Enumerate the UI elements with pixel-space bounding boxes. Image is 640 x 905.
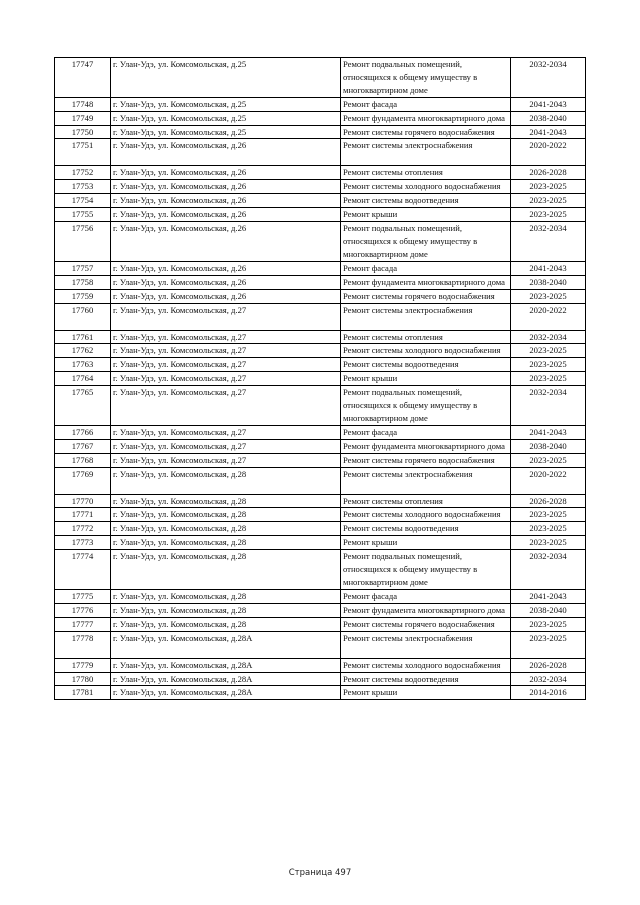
work-type-cell: Ремонт системы горячего водоснабжения: [341, 125, 511, 139]
address-cell: г. Улан-Удэ, ул. Комсомольская, д.26: [111, 222, 341, 262]
address-cell: г. Улан-Удэ, ул. Комсомольская, д.27: [111, 358, 341, 372]
row-number: 17764: [55, 372, 111, 386]
work-type-cell: Ремонт крыши: [341, 686, 511, 700]
period-cell: 2026-2028: [511, 166, 586, 180]
table-row: [55, 358, 586, 372]
table-row: [55, 603, 586, 617]
period-cell: 2038-2040: [511, 439, 586, 453]
table-row: [55, 303, 586, 330]
row-number: 17752: [55, 166, 111, 180]
period-cell: 2023-2025: [511, 536, 586, 550]
row-number: 17766: [55, 425, 111, 439]
period-cell: 2014-2016: [511, 686, 586, 700]
address-cell: г. Улан-Удэ, ул. Комсомольская, д.28А: [111, 672, 341, 686]
row-number: 17754: [55, 194, 111, 208]
address-cell: г. Улан-Удэ, ул. Комсомольская, д.25: [111, 111, 341, 125]
work-type-cell: Ремонт фундамента многоквартирного дома: [341, 603, 511, 617]
address-cell: г. Улан-Удэ, ул. Комсомольская, д.28: [111, 536, 341, 550]
work-type-cell: Ремонт системы холодного водоснабжения: [341, 658, 511, 672]
table-row: [55, 275, 586, 289]
period-cell: 2023-2025: [511, 522, 586, 536]
row-number: 17773: [55, 536, 111, 550]
table-row: [55, 631, 586, 658]
period-cell: 2041-2043: [511, 125, 586, 139]
period-cell: 2020-2022: [511, 139, 586, 166]
address-cell: г. Улан-Удэ, ул. Комсомольская, д.27: [111, 303, 341, 330]
table-row: [55, 686, 586, 700]
period-cell: 2023-2025: [511, 617, 586, 631]
period-cell: 2020-2022: [511, 467, 586, 494]
table-row: [55, 425, 586, 439]
row-number: 17757: [55, 261, 111, 275]
period-cell: 2023-2025: [511, 289, 586, 303]
period-cell: 2041-2043: [511, 261, 586, 275]
work-type-cell: Ремонт системы горячего водоснабжения: [341, 617, 511, 631]
row-number: 17762: [55, 344, 111, 358]
row-number: 17747: [55, 58, 111, 98]
address-cell: г. Улан-Удэ, ул. Комсомольская, д.28: [111, 494, 341, 508]
work-type-cell: Ремонт фасада: [341, 261, 511, 275]
row-number: 17751: [55, 139, 111, 166]
work-type-cell: Ремонт системы отопления: [341, 494, 511, 508]
row-number: 17777: [55, 617, 111, 631]
period-cell: 2041-2043: [511, 425, 586, 439]
address-cell: г. Улан-Удэ, ул. Комсомольская, д.26: [111, 166, 341, 180]
work-type-cell: Ремонт фасада: [341, 425, 511, 439]
table-row: [55, 494, 586, 508]
table-row: [55, 372, 586, 386]
period-cell: 2023-2025: [511, 372, 586, 386]
work-type-cell: Ремонт системы горячего водоснабжения: [341, 453, 511, 467]
table-row: [55, 672, 586, 686]
work-type-cell: Ремонт подвальных помещений, относящихся к общему имуществу в многоквартирном доме: [341, 222, 511, 262]
work-type-cell: Ремонт фасада: [341, 589, 511, 603]
work-type-cell: Ремонт подвальных помещений, относящихся к общему имуществу в многоквартирном доме: [341, 58, 511, 98]
table-row: [55, 111, 586, 125]
work-type-cell: Ремонт фундамента многоквартирного дома: [341, 275, 511, 289]
table-row: [55, 97, 586, 111]
address-cell: г. Улан-Удэ, ул. Комсомольская, д.28: [111, 467, 341, 494]
row-number: 17770: [55, 494, 111, 508]
row-number: 17768: [55, 453, 111, 467]
address-cell: г. Улан-Удэ, ул. Комсомольская, д.25: [111, 125, 341, 139]
period-cell: 2023-2025: [511, 508, 586, 522]
table-row: [55, 550, 586, 590]
row-number: 17769: [55, 467, 111, 494]
row-number: 17780: [55, 672, 111, 686]
table-row: [55, 522, 586, 536]
address-cell: г. Улан-Удэ, ул. Комсомольская, д.26: [111, 180, 341, 194]
repair-schedule-table: [54, 57, 586, 700]
period-cell: 2032-2034: [511, 386, 586, 426]
period-cell: 2023-2025: [511, 194, 586, 208]
period-cell: 2032-2034: [511, 550, 586, 590]
row-number: 17761: [55, 330, 111, 344]
work-type-cell: Ремонт системы электроснабжения: [341, 631, 511, 658]
period-cell: 2041-2043: [511, 589, 586, 603]
address-cell: г. Улан-Удэ, ул. Комсомольская, д.28А: [111, 658, 341, 672]
address-cell: г. Улан-Удэ, ул. Комсомольская, д.26: [111, 139, 341, 166]
table-row: [55, 222, 586, 262]
work-type-cell: Ремонт системы холодного водоснабжения: [341, 180, 511, 194]
address-cell: г. Улан-Удэ, ул. Комсомольская, д.28: [111, 508, 341, 522]
period-cell: 2023-2025: [511, 358, 586, 372]
row-number: 17763: [55, 358, 111, 372]
work-type-cell: Ремонт системы горячего водоснабжения: [341, 289, 511, 303]
work-type-cell: Ремонт системы водоотведения: [341, 672, 511, 686]
table-row: [55, 439, 586, 453]
period-cell: 2032-2034: [511, 672, 586, 686]
table-row: [55, 194, 586, 208]
table-body: [55, 58, 586, 700]
period-cell: 2032-2034: [511, 222, 586, 262]
work-type-cell: Ремонт системы холодного водоснабжения: [341, 344, 511, 358]
table-row: [55, 467, 586, 494]
work-type-cell: Ремонт системы водоотведения: [341, 358, 511, 372]
period-cell: 2041-2043: [511, 97, 586, 111]
period-cell: 2023-2025: [511, 344, 586, 358]
row-number: 17767: [55, 439, 111, 453]
table-row: [55, 508, 586, 522]
row-number: 17775: [55, 589, 111, 603]
work-type-cell: Ремонт системы водоотведения: [341, 194, 511, 208]
table-row: [55, 453, 586, 467]
row-number: 17755: [55, 208, 111, 222]
row-number: 17776: [55, 603, 111, 617]
table-row: [55, 344, 586, 358]
period-cell: 2038-2040: [511, 111, 586, 125]
period-cell: 2023-2025: [511, 453, 586, 467]
period-cell: 2023-2025: [511, 208, 586, 222]
period-cell: 2032-2034: [511, 330, 586, 344]
period-cell: 2038-2040: [511, 275, 586, 289]
address-cell: г. Улан-Удэ, ул. Комсомольская, д.25: [111, 58, 341, 98]
table-row: [55, 386, 586, 426]
address-cell: г. Улан-Удэ, ул. Комсомольская, д.27: [111, 439, 341, 453]
period-cell: 2038-2040: [511, 603, 586, 617]
address-cell: г. Улан-Удэ, ул. Комсомольская, д.28: [111, 617, 341, 631]
row-number: 17758: [55, 275, 111, 289]
work-type-cell: Ремонт фундамента многоквартирного дома: [341, 111, 511, 125]
address-cell: г. Улан-Удэ, ул. Комсомольская, д.28: [111, 603, 341, 617]
table-row: [55, 125, 586, 139]
period-cell: 2023-2025: [511, 180, 586, 194]
row-number: 17765: [55, 386, 111, 426]
work-type-cell: Ремонт системы электроснабжения: [341, 139, 511, 166]
row-number: 17774: [55, 550, 111, 590]
table-row: [55, 180, 586, 194]
row-number: 17749: [55, 111, 111, 125]
address-cell: г. Улан-Удэ, ул. Комсомольская, д.26: [111, 261, 341, 275]
row-number: 17756: [55, 222, 111, 262]
table-row: [55, 658, 586, 672]
table-row: [55, 289, 586, 303]
work-type-cell: Ремонт системы электроснабжения: [341, 467, 511, 494]
work-type-cell: Ремонт подвальных помещений, относящихся к общему имуществу в многоквартирном доме: [341, 386, 511, 426]
table-row: [55, 589, 586, 603]
row-number: 17760: [55, 303, 111, 330]
work-type-cell: Ремонт системы холодного водоснабжения: [341, 508, 511, 522]
table-row: [55, 208, 586, 222]
address-cell: г. Улан-Удэ, ул. Комсомольская, д.26: [111, 208, 341, 222]
address-cell: г. Улан-Удэ, ул. Комсомольская, д.27: [111, 344, 341, 358]
page-number: Страница 497: [288, 868, 352, 878]
address-cell: г. Улан-Удэ, ул. Комсомольская, д.26: [111, 289, 341, 303]
work-type-cell: Ремонт крыши: [341, 372, 511, 386]
address-cell: г. Улан-Удэ, ул. Комсомольская, д.25: [111, 97, 341, 111]
row-number: 17753: [55, 180, 111, 194]
period-cell: 2023-2025: [511, 631, 586, 658]
period-cell: 2026-2028: [511, 658, 586, 672]
table-row: [55, 261, 586, 275]
period-cell: 2032-2034: [511, 58, 586, 98]
table-row: [55, 166, 586, 180]
address-cell: г. Улан-Удэ, ул. Комсомольская, д.28: [111, 589, 341, 603]
work-type-cell: Ремонт фундамента многоквартирного дома: [341, 439, 511, 453]
table-row: [55, 617, 586, 631]
work-type-cell: Ремонт крыши: [341, 208, 511, 222]
table-row: [55, 139, 586, 166]
address-cell: г. Улан-Удэ, ул. Комсомольская, д.27: [111, 372, 341, 386]
work-type-cell: Ремонт системы отопления: [341, 330, 511, 344]
row-number: 17748: [55, 97, 111, 111]
address-cell: г. Улан-Удэ, ул. Комсомольская, д.28: [111, 550, 341, 590]
work-type-cell: Ремонт фасада: [341, 97, 511, 111]
address-cell: г. Улан-Удэ, ул. Комсомольская, д.27: [111, 453, 341, 467]
address-cell: г. Улан-Удэ, ул. Комсомольская, д.28: [111, 522, 341, 536]
address-cell: г. Улан-Удэ, ул. Комсомольская, д.27: [111, 386, 341, 426]
row-number: 17772: [55, 522, 111, 536]
address-cell: г. Улан-Удэ, ул. Комсомольская, д.27: [111, 330, 341, 344]
work-type-cell: Ремонт системы отопления: [341, 166, 511, 180]
table-row: [55, 330, 586, 344]
work-type-cell: Ремонт подвальных помещений, относящихся к общему имуществу в многоквартирном доме: [341, 550, 511, 590]
work-type-cell: Ремонт системы электроснабжения: [341, 303, 511, 330]
address-cell: г. Улан-Удэ, ул. Комсомольская, д.27: [111, 425, 341, 439]
row-number: 17750: [55, 125, 111, 139]
period-cell: 2026-2028: [511, 494, 586, 508]
row-number: 17771: [55, 508, 111, 522]
address-cell: г. Улан-Удэ, ул. Комсомольская, д.28А: [111, 631, 341, 658]
table-row: [55, 58, 586, 98]
row-number: 17778: [55, 631, 111, 658]
work-type-cell: Ремонт системы водоотведения: [341, 522, 511, 536]
work-type-cell: Ремонт крыши: [341, 536, 511, 550]
table-row: [55, 536, 586, 550]
period-cell: 2020-2022: [511, 303, 586, 330]
row-number: 17779: [55, 658, 111, 672]
address-cell: г. Улан-Удэ, ул. Комсомольская, д.28А: [111, 686, 341, 700]
address-cell: г. Улан-Удэ, ул. Комсомольская, д.26: [111, 194, 341, 208]
row-number: 17759: [55, 289, 111, 303]
row-number: 17781: [55, 686, 111, 700]
address-cell: г. Улан-Удэ, ул. Комсомольская, д.26: [111, 275, 341, 289]
